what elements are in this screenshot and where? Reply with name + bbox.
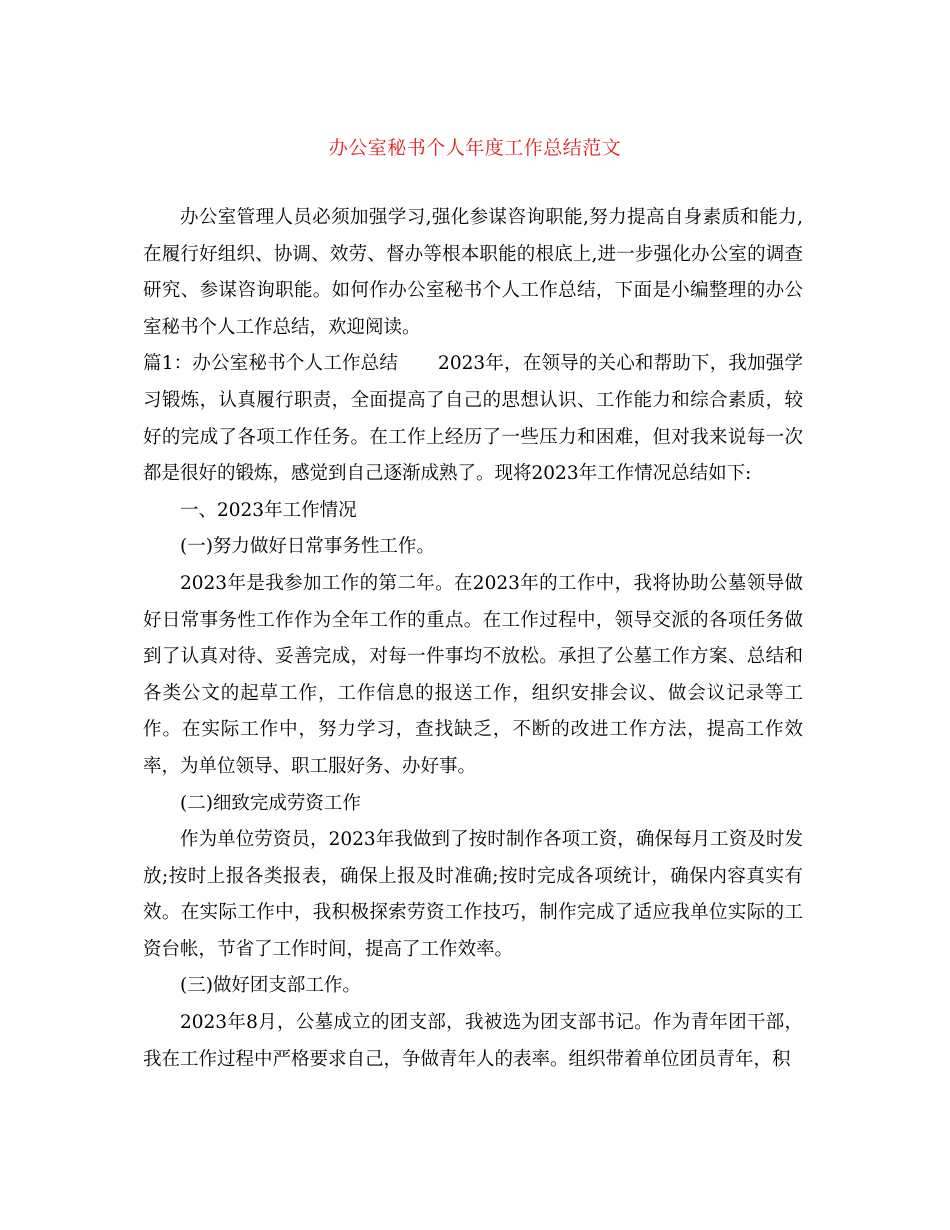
heading-payroll: (二)细致完成劳资工作 xyxy=(180,792,361,814)
section-paragraph xyxy=(143,346,803,492)
paragraph-daily-affairs: 2023年是我参加工作的第二年。在2023年的工作中，我将协助公墓领导做好日常事务性工作作为全年工作的重点。在工作过程中，领导交派的各项任务做到了认真对待、妥善完成，对每一件事均不放松。承担了公墓工作方案、总结和各类公文的起草工作，工作信息的报送工作，组织安排会议、做会议记录等工作。在实际工作中，努力学习，查找缺乏，不断的改进工作方法，提高工作效率，为单位领导、职工服好务、办好事。 xyxy=(143,572,803,777)
intro-paragraph: 办公室管理人员必须加强学习,强化参谋咨询职能,努力提高自身素质和能力,在履行好组织、协调、效劳、督办等根本职能的根底上,进一步强化办公室的调查研究、参谋咨询职能。如何作办公室秘书个人工作总结，下面是小编整理的办公室秘书个人工作总结，欢迎阅读。 xyxy=(143,207,803,338)
section-text: 2023年，在领导的关心和帮助下，我加强学习锻炼，认真履行职责，全面提高了自己的思想认识、工作能力和综合素质，较好的完成了各项工作任务。在工作上经历了一些压力和困难，但对我来说每一次都是很好的锻炼，感觉到自己逐渐成熟了。现将2023年工作情况总结如下: xyxy=(143,353,803,485)
heading-youth-league: (三)做好团支部工作。 xyxy=(180,975,361,997)
heading-daily-affairs: (一)努力做好日常事务性工作。 xyxy=(180,536,435,558)
heading-work-status: 一、2023年工作情况 xyxy=(180,499,357,521)
document-title: 办公室秘书个人年度工作总结范文 xyxy=(328,137,622,159)
document-body xyxy=(143,200,803,1078)
paragraph-youth-league: 2023年8月，公墓成立的团支部，我被选为团支部书记。作为青年团干部，我在工作过程中严格要求自己，争做青年人的表率。组织带着单位团员青年，积 xyxy=(143,1012,803,1070)
section-label: 篇1：办公室秘书个人工作总结 xyxy=(143,353,399,375)
paragraph-payroll: 作为单位劳资员，2023年我做到了按时制作各项工资，确保每月工资及时发放;按时上报各类报表，确保上报及时准确;按时完成各项统计，确保内容真实有效。在实际工作中，我积极探索劳资工作技巧，制作完成了适应我单位实际的工资台帐，节省了工作时间，提高了工作效率。 xyxy=(143,829,803,960)
